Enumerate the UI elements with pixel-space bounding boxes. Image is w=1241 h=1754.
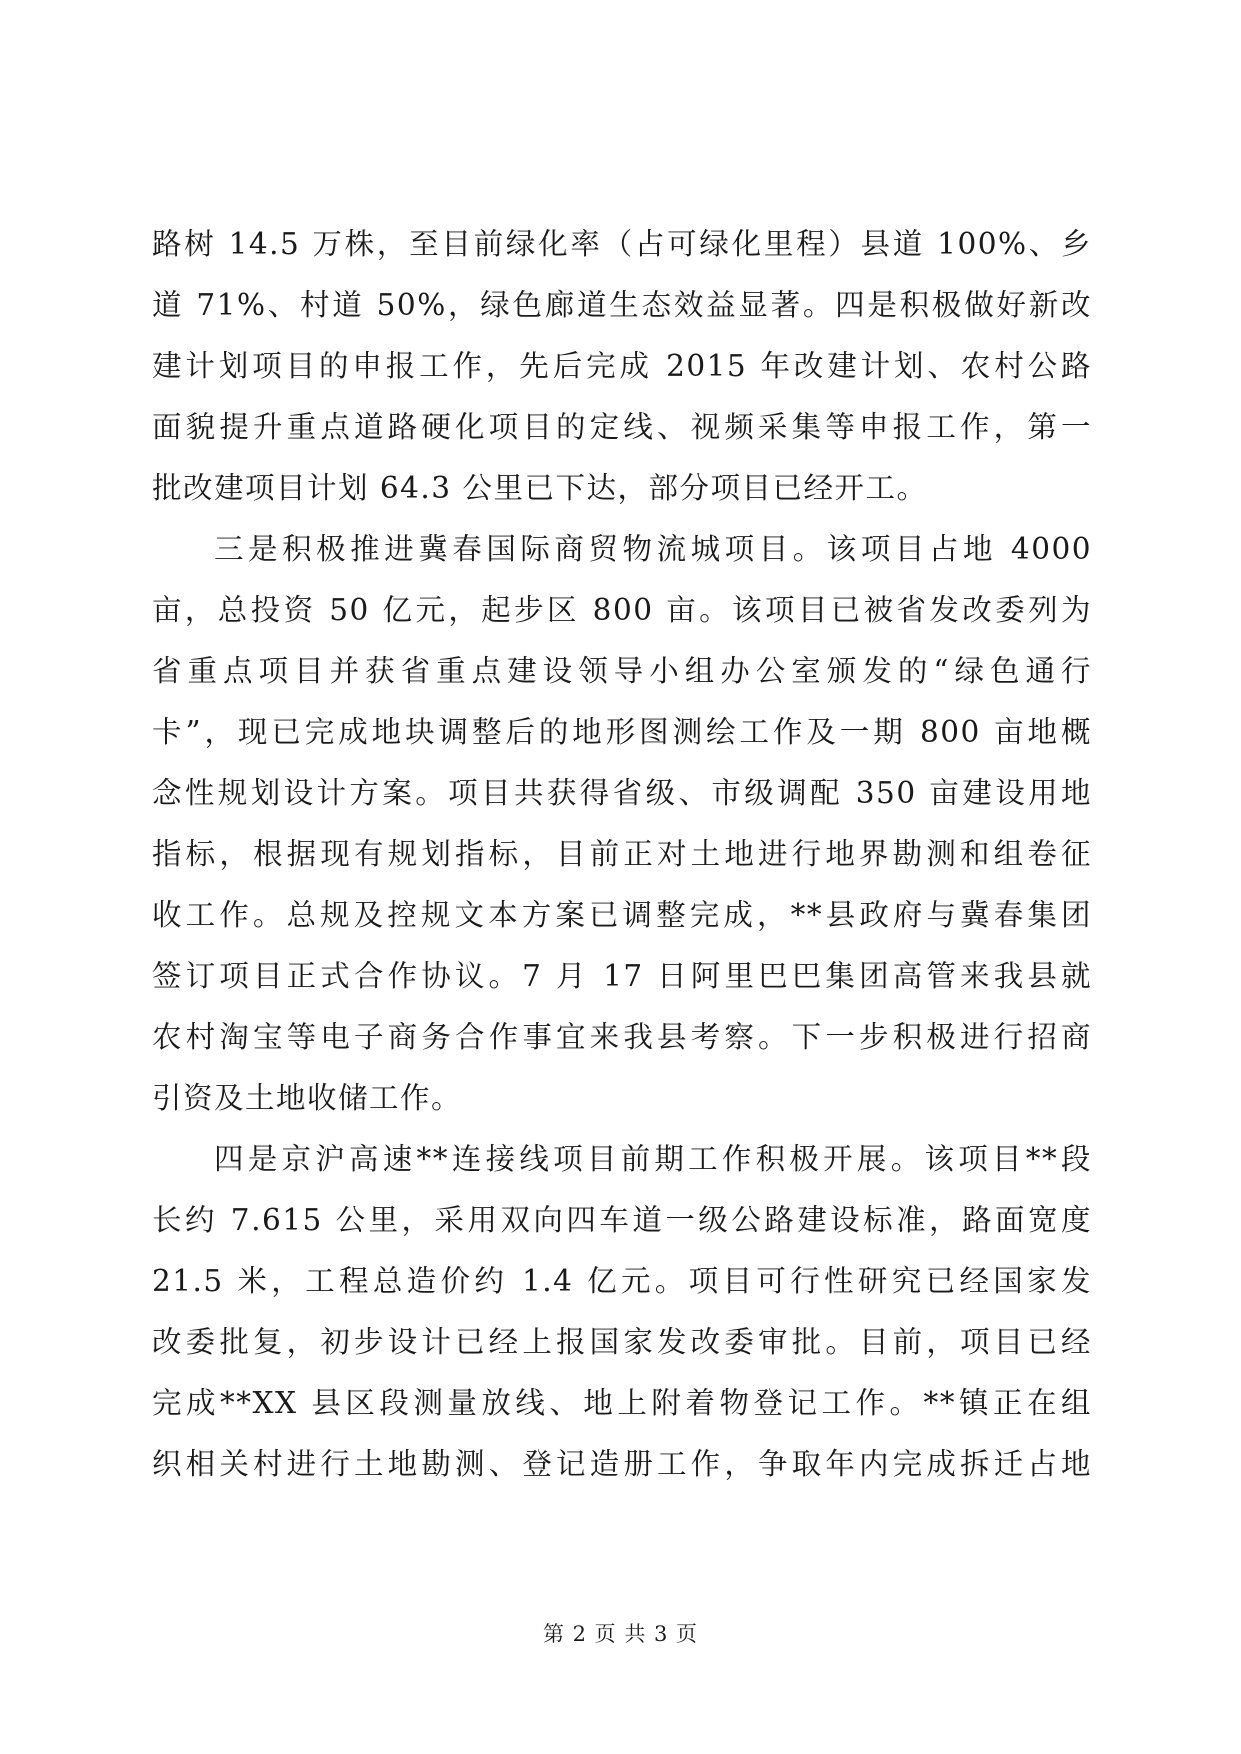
text-line: 织相关村进行土地勘测、登记造册工作，争取年内完成拆迁占地 [152,1447,1092,1481]
text-line: 完成**XX 县区段测量放线、地上附着物登记工作。**镇正在组 [152,1386,1092,1420]
text-line: 道 71%、村道 50%，绿色廊道生态效益显著。四是积极做好新改 [152,288,1092,322]
text-line: 引资及土地收储工作。 [152,1081,463,1115]
text-line: 面貌提升重点道路硬化项目的定线、视频采集等申报工作，第一 [152,410,1092,444]
text-line: 建计划项目的申报工作，先后完成 2015 年改建计划、农村公路 [152,349,1092,383]
text-line: 签订项目正式合作协议。7 月 17 日阿里巴巴集团高管来我县就 [152,959,1092,993]
text-line: 路树 14.5 万株，至目前绿化率（占可绿化里程）县道 100%、乡 [152,227,1092,261]
text-line: 三是积极推进冀春国际商贸物流城项目。该项目占地 4000 [214,532,1092,566]
text-line: 批改建项目计划 64.3 公里已下达，部分项目已经开工。 [152,471,928,505]
text-line: 省重点项目并获省重点建设领导小组办公室颁发的“绿色通行 [152,654,1092,688]
paragraph-3 [152,1129,1092,1495]
text-line: 念性规划设计方案。项目共获得省级、市级调配 350 亩建设用地 [152,776,1092,810]
paragraph-1 [152,214,1092,519]
paragraph-2 [152,519,1092,1129]
text-line: 改委批复，初步设计已经上报国家发改委审批。目前，项目已经 [152,1325,1092,1359]
text-line: 指标，根据现有规划指标，目前正对土地进行地界勘测和组卷征 [152,837,1092,871]
text-line: 长约 7.615 公里，采用双向四车道一级公路建设标准，路面宽度 [152,1203,1092,1237]
text-line: 21.5 米，工程总造价约 1.4 亿元。项目可行性研究已经国家发 [152,1264,1092,1298]
text-line: 四是京沪高速**连接线项目前期工作积极开展。该项目**段 [214,1142,1092,1176]
page-footer: 第 2 页 共 3 页 [542,1622,699,1646]
text-line: 亩，总投资 50 亿元，起步区 800 亩。该项目已被省发改委列为 [152,593,1092,627]
text-line: 农村淘宝等电子商务合作事宜来我县考察。下一步积极进行招商 [152,1020,1092,1054]
text-line: 收工作。总规及控规文本方案已调整完成，**县政府与冀春集团 [152,898,1092,932]
text-line: 卡”，现已完成地块调整后的地形图测绘工作及一期 800 亩地概 [152,715,1092,749]
body-text [152,214,1092,1495]
